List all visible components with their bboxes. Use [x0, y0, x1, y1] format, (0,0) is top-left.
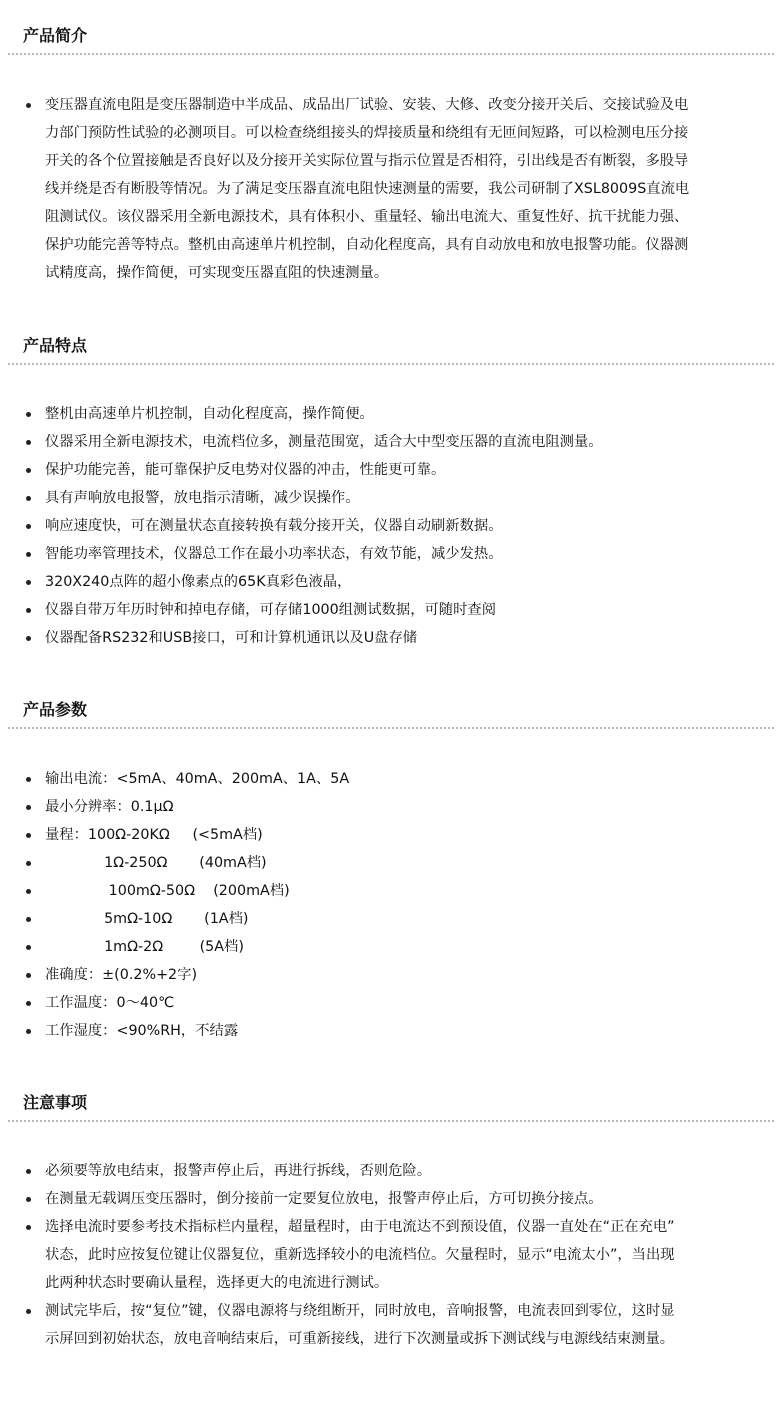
- list-item: 仪器自带万年历时钟和掉电存储，可存储1000组测试数据，可随时查阅: [0, 596, 776, 624]
- note-line: 选择电流时要参考技术指标栏内量程，超量程时，由于电流达不到预设值，仪器一直处在“正在充电”: [45, 1219, 675, 1235]
- list-item: 量程：100Ω-20KΩ (<5mA档): [0, 821, 776, 849]
- list-item: 工作温度：0～40℃: [0, 989, 776, 1017]
- section-divider: [8, 363, 774, 365]
- intro-paragraph: [0, 91, 776, 287]
- intro-line: 开关的各个位置接触是否良好以及分接开关实际位置与指示位置是否相符，引出线是否有断裂，多股导: [45, 153, 689, 169]
- note-line: 在测量无载调压变压器时，倒分接前一定要复位放电，报警声停止后，方可切换分接点。: [45, 1191, 603, 1207]
- intro-line: 阻测试仪。该仪器采用全新电源技术，具有体积小、重量轻、输出电流大、重复性好、抗干扰能力强、: [45, 209, 689, 225]
- list-item: 保护功能完善，能可靠保护反电势对仪器的冲击，性能更可靠。: [0, 456, 776, 484]
- section-title-features: 产品特点: [23, 336, 88, 355]
- section-title-params: 产品参数: [23, 700, 88, 719]
- intro-line: 保护功能完善等特点。整机由高速单片机控制，自动化程度高，具有自动放电和放电报警功能。仪器测: [45, 237, 689, 253]
- list-item: 准确度：±(0.2%+2字): [0, 961, 776, 989]
- list-item: 最小分辨率：0.1μΩ: [0, 793, 776, 821]
- list-item: 整机由高速单片机控制，自动化程度高，操作简便。: [0, 400, 776, 428]
- list-item: 响应速度快，可在测量状态直接转换有载分接开关，仪器自动刷新数据。: [0, 512, 776, 540]
- list-item: 仪器配备RS232和USB接口，可和计算机通讯以及U盘存储: [0, 624, 776, 652]
- list-item: 5mΩ-10Ω (1A档): [0, 905, 776, 933]
- list-item: 320X240点阵的超小像素点的65K真彩色液晶，: [0, 568, 776, 596]
- intro-line: 力部门预防性试验的必测项目。可以检查绕组接头的焊接质量和绕组有无匝间短路，可以检测电压分接: [45, 125, 689, 141]
- intro-list: [0, 91, 776, 287]
- list-item: [0, 1185, 776, 1213]
- list-item: 1mΩ-2Ω (5A档): [0, 933, 776, 961]
- list-item: 仪器采用全新电源技术，电流档位多，测量范围宽，适合大中型变压器的直流电阻测量。: [0, 428, 776, 456]
- section-divider: [8, 727, 774, 729]
- features-list: [0, 400, 776, 652]
- note-line: 测试完毕后，按“复位”键，仪器电源将与绕组断开，同时放电，音响报警，电流表回到零位，这时显: [45, 1303, 675, 1319]
- intro-line: 线并绕是否有断股等情况。为了满足变压器直流电阻快速测量的需要，我公司研制了XSL8009S直流电: [45, 181, 690, 197]
- list-item: 智能功率管理技术，仪器总工作在最小功率状态，有效节能，减少发热。: [0, 540, 776, 568]
- note-line: 此两种状态时要确认量程，选择更大的电流进行测试。: [45, 1275, 389, 1291]
- list-item: 具有声响放电报警，放电指示清晰，减少误操作。: [0, 484, 776, 512]
- list-item: [0, 1297, 776, 1353]
- list-item: 输出电流：<5mA、40mA、200mA、1A、5A: [0, 765, 776, 793]
- list-item: 100mΩ-50Ω (200mA档): [0, 877, 776, 905]
- section-title-notes: 注意事项: [23, 1093, 88, 1112]
- list-item: 1Ω-250Ω (40mA档): [0, 849, 776, 877]
- section-title-intro: 产品简介: [23, 26, 88, 45]
- intro-line: 变压器直流电阻是变压器制造中半成品、成品出厂试验、安装、大修、改变分接开关后、交接试验及电: [45, 97, 689, 113]
- section-divider: [8, 1120, 774, 1122]
- note-line: 必须要等放电结束，报警声停止后，再进行拆线，否则危险。: [45, 1163, 432, 1179]
- notes-list: [0, 1157, 776, 1353]
- list-item: [0, 1213, 776, 1297]
- params-list: [0, 765, 776, 1045]
- list-item: 工作湿度：<90%RH，不结露: [0, 1017, 776, 1045]
- note-line: 状态，此时应按复位键让仪器复位，重新选择较小的电流档位。欠量程时，显示“电流太小”，当出现: [45, 1247, 675, 1263]
- note-line: 示屏回到初始状态，放电音响结束后，可重新接线，进行下次测量或拆下测试线与电源线结束测量。: [45, 1331, 675, 1347]
- list-item: [0, 1157, 776, 1185]
- section-divider: [8, 53, 774, 55]
- intro-line: 试精度高，操作简便，可实现变压器直阻的快速测量。: [45, 265, 389, 281]
